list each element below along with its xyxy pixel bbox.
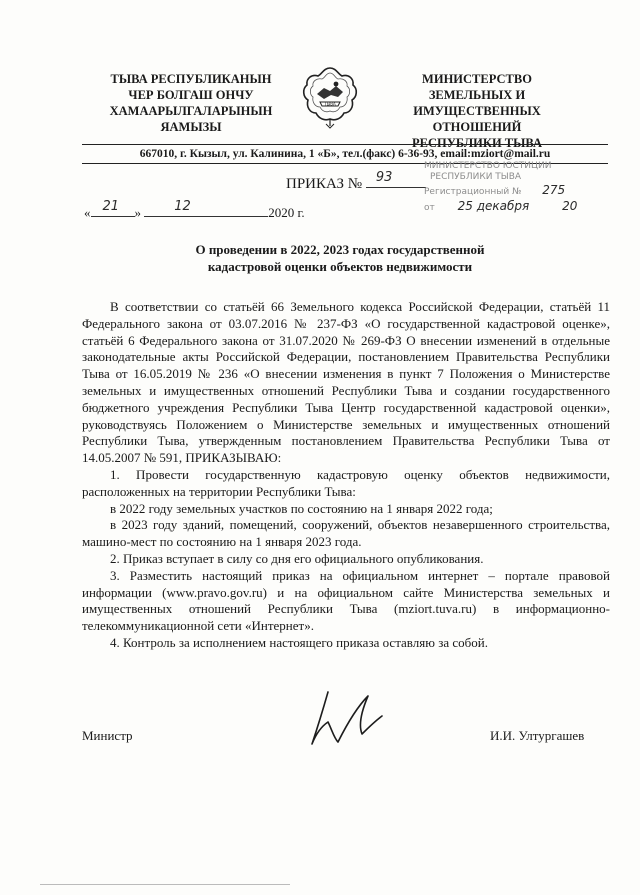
header-left-line: ХАМААРЫЛГАЛАРЫНЫН [109, 104, 273, 118]
stamp-line-reg [424, 184, 565, 198]
header-right-line: ЗЕМЕЛЬНЫХ И ИМУЩЕСТВЕННЫХ [413, 88, 541, 118]
header-left-block [92, 71, 290, 135]
tuva-coat-of-arms-icon [300, 64, 360, 142]
date-day-handwritten: 21 [102, 199, 120, 214]
header-left-line: ЧЕР БОЛГАШ ОНЧУ [128, 88, 254, 102]
stamp-reg-label: Регистрационный № [424, 187, 522, 197]
signatory-position: Министр [82, 728, 133, 743]
stamp-reg-year: 20 [562, 199, 578, 213]
header-right-line: МИНИСТЕРСТВО [422, 72, 532, 86]
header-divider-top [82, 144, 608, 145]
document-title [120, 241, 560, 275]
stamp-line-date [424, 200, 577, 214]
stamp-line-republic: РЕСПУБЛИКИ ТЫВА [430, 172, 522, 182]
body-paragraph: в 2022 году земельных участков по состоянию на 1 января 2022 года; [110, 500, 493, 516]
date-open-quote: « [84, 205, 91, 220]
order-date [84, 199, 305, 221]
header-right-line: ОТНОШЕНИЙ [432, 120, 522, 134]
stamp-reg-number: 275 [542, 183, 566, 197]
body-paragraph: 1. Провести государственную кадастровую оценку объектов недвижимости, расположенных на территории Республики Тыва: [82, 466, 610, 499]
order-number-handwritten: 93 [375, 170, 393, 185]
title-line: кадастровой оценки объектов недвижимости [207, 259, 473, 274]
body-paragraph: 3. Разместить настоящий приказ на официальном интернет – портале правовой информации (www.pravo.gov.ru) и на официальном сайте Министерства земельных и имущественных отношений Республики Тыва (mziort.tuva.ru) в информационно-телекоммуникационной сети «Интернет». [82, 567, 610, 634]
signatory-name: И.И. Ултургашев [490, 728, 585, 743]
header-left-line: ТЫВА РЕСПУБЛИКАНЫН [110, 72, 272, 86]
header-right-block [366, 71, 588, 151]
date-month-field [144, 199, 268, 217]
header-address: 667010, г. Кызыл, ул. Калинина, 1 «Б», тел.(факс) 6-36-93, email:mziort@mail.ru [139, 148, 551, 160]
body-paragraph: 4. Контроль за исполнением настоящего приказа оставляю за собой. [110, 634, 488, 650]
order-number-field [366, 170, 426, 188]
order-number-line [286, 170, 426, 193]
order-label: ПРИКАЗ № [286, 176, 363, 192]
stamp-line-ministry: МИНИСТЕРСТВО ЮСТИЦИИ [424, 161, 552, 171]
registration-stamp [424, 160, 604, 216]
date-close-quote: » [134, 205, 141, 220]
body-paragraph: В соответствии со статьёй 66 Земельного кодекса Российской Федерации, статьёй 11 Федерального закона от 03.07.2016 № 237-ФЗ «О государственной кадастровой оценке», статьёй 6 Федерального закона от 31.07.2020 № 269-ФЗ О внесении изменений в отдельные законодательные акты Российской Федерации, постановлением Правительства Республики Тыва от 16.05.2019 № 236 «О внесении изменения в пункт 7 Положения о Министерстве земельных и имущественных отношений Республики Тыва и создании государственного бюджетного учреждения Республики Тыва Центр государственной кадастровой оценки», руководствуясь Положением о Министерстве земельных и имущественных отношений Республики Тыва, утвержденным постановлением Правительства Республики Тыва от 14.05.2007 № 591, ПРИКАЗЫВАЮ: [82, 299, 610, 466]
date-year: 2020 г. [268, 205, 305, 220]
stamp-reg-date: 25 декабря [457, 199, 530, 213]
date-month-handwritten: 12 [174, 199, 191, 214]
svg-text:ТЫВА: ТЫВА [324, 101, 336, 107]
handwritten-signature [298, 686, 394, 756]
title-line: О проведении в 2022, 2023 годах государственной [195, 242, 485, 257]
header-right-line: РЕСПУБЛИКИ ТЫВА [412, 136, 542, 150]
header-left-line: ЯАМЫЗЫ [160, 120, 222, 134]
body-paragraph: в 2023 году зданий, помещений, сооружений, объектов незавершенного строительства, машино-мест по состоянию на 1 января 2023 года. [82, 517, 610, 550]
body-paragraph: 2. Приказ вступает в силу со дня его официального опубликования. [110, 550, 484, 566]
date-day-field [91, 199, 135, 217]
page-bottom-rule [40, 884, 290, 885]
document-body [82, 299, 610, 652]
stamp-date-label: от [424, 203, 435, 213]
